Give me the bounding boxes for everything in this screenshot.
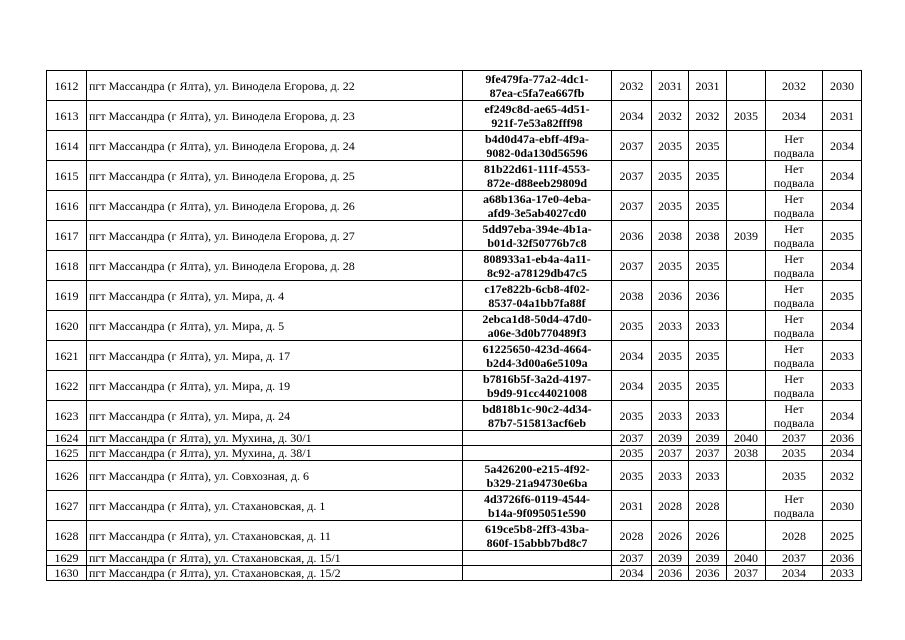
basement-year-line: Нет	[784, 131, 804, 146]
basement-year-line: Нет	[784, 161, 804, 176]
basement-year-cell	[766, 191, 823, 221]
year-cell	[727, 521, 766, 551]
row-number: 1627	[47, 491, 87, 521]
basement-year-cell	[766, 431, 823, 446]
guid-line: 619ce5b8-2ff3-43ba-	[485, 521, 589, 536]
basement-year-line: 2032	[782, 78, 806, 93]
row-number: 1629	[47, 551, 87, 566]
address-cell: пгт Массандра (г Ялта), ул. Мира, д. 19	[87, 371, 463, 401]
year-cell	[727, 71, 766, 101]
basement-year-line: 2037	[782, 430, 806, 445]
year-cell: 2035	[652, 161, 689, 191]
year-cell: 2033	[689, 401, 727, 431]
year-cell: 2035	[652, 131, 689, 161]
basement-year-line: подвала	[773, 355, 815, 370]
year-cell: 2035	[727, 101, 766, 131]
year-cell: 2030	[823, 491, 862, 521]
year-cell: 2036	[689, 566, 727, 581]
address-cell: пгт Массандра (г Ялта), ул. Мухина, д. 38/1	[87, 446, 463, 461]
year-cell: 2036	[823, 551, 862, 566]
address-cell: пгт Массандра (г Ялта), ул. Мира, д. 17	[87, 341, 463, 371]
year-cell: 2026	[652, 521, 689, 551]
year-cell: 2033	[823, 341, 862, 371]
address-cell: пгт Массандра (г Ялта), ул. Мира, д. 24	[87, 401, 463, 431]
basement-year-line: Нет	[784, 281, 804, 296]
address-cell: пгт Массандра (г Ялта), ул. Винодела Егорова, д. 23	[87, 101, 463, 131]
guid-line: 87ea-c5fa7ea667fb	[489, 85, 585, 100]
basement-year-line: подвала	[773, 235, 815, 250]
row-number: 1616	[47, 191, 87, 221]
guid-cell	[463, 551, 612, 566]
table-row	[47, 491, 862, 521]
table-row	[47, 281, 862, 311]
row-number: 1626	[47, 461, 87, 491]
year-cell: 2034	[612, 566, 652, 581]
guid-line: 860f-15abbb7bd8c7	[486, 535, 588, 550]
guid-line: b2d4-3d00a6e5109a	[486, 355, 588, 370]
year-cell: 2035	[652, 191, 689, 221]
row-number: 1619	[47, 281, 87, 311]
year-cell: 2033	[652, 311, 689, 341]
year-cell: 2037	[652, 446, 689, 461]
year-cell: 2033	[652, 461, 689, 491]
guid-cell	[463, 491, 612, 521]
basement-year-cell	[766, 401, 823, 431]
year-cell	[727, 191, 766, 221]
row-number: 1623	[47, 401, 87, 431]
year-cell: 2040	[727, 431, 766, 446]
table-row	[47, 551, 862, 566]
guid-cell	[463, 341, 612, 371]
year-cell: 2035	[689, 251, 727, 281]
table-row	[47, 191, 862, 221]
guid-line: 808933a1-eb4a-4a11-	[483, 251, 591, 266]
row-number: 1620	[47, 311, 87, 341]
guid-line: 8537-04a1bb7fa88f	[488, 295, 586, 310]
guid-line: b01d-32f50776b7c8	[487, 235, 587, 250]
guid-cell	[463, 251, 612, 281]
table-row	[47, 431, 862, 446]
year-cell: 2036	[652, 281, 689, 311]
row-number: 1613	[47, 101, 87, 131]
year-cell: 2031	[612, 491, 652, 521]
year-cell: 2034	[823, 401, 862, 431]
guid-cell	[463, 461, 612, 491]
guid-cell	[463, 371, 612, 401]
table-body	[47, 71, 862, 581]
guid-line: 9fe479fa-77a2-4dc1-	[485, 71, 589, 86]
year-cell: 2039	[689, 551, 727, 566]
year-cell: 2037	[612, 251, 652, 281]
guid-cell	[463, 101, 612, 131]
year-cell: 2032	[689, 101, 727, 131]
guid-line: b329-21a94730e6ba	[486, 475, 588, 490]
year-cell: 2035	[689, 131, 727, 161]
year-cell: 2025	[823, 521, 862, 551]
basement-year-line: подвала	[773, 415, 815, 430]
basement-year-cell	[766, 221, 823, 251]
basement-year-line: 2035	[782, 468, 806, 483]
year-cell: 2040	[727, 551, 766, 566]
basement-year-line: подвала	[773, 145, 815, 160]
year-cell	[727, 131, 766, 161]
year-cell: 2033	[689, 461, 727, 491]
year-cell: 2035	[652, 251, 689, 281]
basement-year-cell	[766, 371, 823, 401]
basement-year-line: 2034	[782, 565, 806, 580]
basement-year-cell	[766, 251, 823, 281]
year-cell: 2031	[652, 71, 689, 101]
year-cell: 2034	[823, 311, 862, 341]
table-row	[47, 566, 862, 581]
row-number: 1614	[47, 131, 87, 161]
table-row	[47, 311, 862, 341]
basement-year-line: подвала	[773, 175, 815, 190]
row-number: 1630	[47, 566, 87, 581]
guid-line: 5dd97eba-394e-4b1a-	[482, 221, 592, 236]
year-cell: 2035	[689, 161, 727, 191]
row-number: 1617	[47, 221, 87, 251]
address-cell: пгт Массандра (г Ялта), ул. Мухина, д. 30/1	[87, 431, 463, 446]
address-cell: пгт Массандра (г Ялта), ул. Винодела Егорова, д. 28	[87, 251, 463, 281]
year-cell: 2035	[689, 341, 727, 371]
guid-line: 921f-7e53a82fff98	[491, 115, 583, 130]
year-cell	[727, 251, 766, 281]
address-cell: пгт Массандра (г Ялта), ул. Совхозная, д. 6	[87, 461, 463, 491]
basement-year-cell	[766, 341, 823, 371]
address-cell: пгт Массандра (г Ялта), ул. Винодела Егорова, д. 25	[87, 161, 463, 191]
guid-cell	[463, 281, 612, 311]
table-row	[47, 131, 862, 161]
basement-year-cell	[766, 71, 823, 101]
row-number: 1612	[47, 71, 87, 101]
year-cell: 2035	[823, 281, 862, 311]
basement-year-cell	[766, 281, 823, 311]
year-cell	[727, 311, 766, 341]
row-number: 1625	[47, 446, 87, 461]
guid-cell	[463, 566, 612, 581]
row-number: 1622	[47, 371, 87, 401]
year-cell: 2036	[612, 221, 652, 251]
year-cell: 2037	[612, 161, 652, 191]
basement-year-cell	[766, 551, 823, 566]
year-cell: 2035	[612, 401, 652, 431]
guid-cell	[463, 446, 612, 461]
basement-year-line: Нет	[784, 251, 804, 266]
year-cell: 2036	[823, 431, 862, 446]
guid-line: 4d3726f6-0119-4544-	[484, 491, 590, 506]
table-row	[47, 341, 862, 371]
basement-year-cell	[766, 521, 823, 551]
year-cell	[727, 401, 766, 431]
guid-line: afd9-3e5ab4027cd0	[487, 205, 587, 220]
year-cell: 2035	[689, 371, 727, 401]
row-number: 1621	[47, 341, 87, 371]
address-cell: пгт Массандра (г Ялта), ул. Винодела Егорова, д. 26	[87, 191, 463, 221]
basement-year-cell	[766, 161, 823, 191]
basement-year-line: подвала	[773, 505, 815, 520]
basement-year-line: Нет	[784, 191, 804, 206]
year-cell: 2035	[689, 191, 727, 221]
basement-year-cell	[766, 461, 823, 491]
year-cell: 2038	[652, 221, 689, 251]
year-cell	[727, 161, 766, 191]
guid-cell	[463, 401, 612, 431]
row-number: 1624	[47, 431, 87, 446]
guid-line: 872e-d88eeb29809d	[487, 175, 587, 190]
address-cell: пгт Массандра (г Ялта), ул. Винодела Егорова, д. 24	[87, 131, 463, 161]
basement-year-line: 2035	[782, 445, 806, 460]
guid-line: 2ebca1d8-50d4-47d0-	[482, 311, 592, 326]
guid-line: bd818b1c-90c2-4d34-	[482, 401, 592, 416]
year-cell: 2034	[823, 131, 862, 161]
row-number: 1628	[47, 521, 87, 551]
basement-year-line: Нет	[784, 371, 804, 386]
guid-cell	[463, 221, 612, 251]
year-cell: 2032	[652, 101, 689, 131]
year-cell: 2035	[612, 311, 652, 341]
address-cell: пгт Массандра (г Ялта), ул. Стахановская, д. 15/1	[87, 551, 463, 566]
year-cell: 2028	[612, 521, 652, 551]
basement-year-line: Нет	[784, 341, 804, 356]
year-cell: 2030	[823, 71, 862, 101]
year-cell: 2035	[823, 221, 862, 251]
guid-line: ef249c8d-ae65-4d51-	[484, 101, 590, 116]
year-cell: 2026	[689, 521, 727, 551]
guid-line: b9d9-91cc44021008	[487, 385, 587, 400]
guid-line: b14a-9f095051e590	[488, 505, 586, 520]
year-cell: 2033	[652, 401, 689, 431]
table-row	[47, 461, 862, 491]
year-cell: 2031	[823, 101, 862, 131]
guid-line: 61225650-423d-4664-	[482, 341, 592, 356]
year-cell: 2033	[823, 371, 862, 401]
address-cell: пгт Массандра (г Ялта), ул. Стахановская, д. 11	[87, 521, 463, 551]
year-cell: 2035	[612, 446, 652, 461]
basement-year-line: подвала	[773, 325, 815, 340]
basement-year-line: Нет	[784, 401, 804, 416]
year-cell: 2034	[823, 251, 862, 281]
year-cell: 2034	[612, 341, 652, 371]
guid-cell	[463, 131, 612, 161]
basement-year-line: 2037	[782, 550, 806, 565]
table-row	[47, 446, 862, 461]
row-number: 1615	[47, 161, 87, 191]
basement-year-cell	[766, 446, 823, 461]
year-cell: 2034	[823, 446, 862, 461]
year-cell: 2033	[823, 566, 862, 581]
basement-year-line: подвала	[773, 295, 815, 310]
address-cell: пгт Массандра (г Ялта), ул. Мира, д. 5	[87, 311, 463, 341]
basement-year-line: подвала	[773, 265, 815, 280]
housing-register-table	[46, 70, 862, 581]
year-cell: 2028	[652, 491, 689, 521]
basement-year-cell	[766, 131, 823, 161]
guid-cell	[463, 311, 612, 341]
table-row	[47, 401, 862, 431]
guid-cell	[463, 431, 612, 446]
basement-year-cell	[766, 566, 823, 581]
table-row	[47, 221, 862, 251]
guid-cell	[463, 191, 612, 221]
year-cell: 2037	[689, 446, 727, 461]
basement-year-line: Нет	[784, 311, 804, 326]
year-cell: 2035	[652, 341, 689, 371]
year-cell: 2033	[689, 311, 727, 341]
table-row	[47, 101, 862, 131]
basement-year-line: Нет	[784, 491, 804, 506]
guid-cell	[463, 521, 612, 551]
guid-line: 8c92-a78129db47c5	[487, 265, 587, 280]
year-cell: 2037	[727, 566, 766, 581]
year-cell: 2034	[823, 191, 862, 221]
year-cell	[727, 341, 766, 371]
address-cell: пгт Массандра (г Ялта), ул. Мира, д. 4	[87, 281, 463, 311]
year-cell	[727, 461, 766, 491]
year-cell: 2036	[689, 281, 727, 311]
table-row	[47, 371, 862, 401]
year-cell: 2034	[823, 161, 862, 191]
year-cell: 2039	[652, 551, 689, 566]
year-cell: 2038	[727, 446, 766, 461]
year-cell	[727, 371, 766, 401]
basement-year-line: Нет	[784, 221, 804, 236]
year-cell: 2035	[652, 371, 689, 401]
guid-line: a68b136a-17e0-4eba-	[483, 191, 591, 206]
year-cell: 2038	[612, 281, 652, 311]
year-cell: 2039	[689, 431, 727, 446]
guid-line: 87b7-515813acf6eb	[488, 415, 586, 430]
basement-year-line: подвала	[773, 205, 815, 220]
basement-year-line: подвала	[773, 385, 815, 400]
year-cell: 2037	[612, 191, 652, 221]
address-cell: пгт Массандра (г Ялта), ул. Стахановская, д. 1	[87, 491, 463, 521]
year-cell	[727, 281, 766, 311]
table-row	[47, 251, 862, 281]
year-cell	[727, 491, 766, 521]
year-cell: 2037	[612, 131, 652, 161]
guid-line: 81b22d61-111f-4553-	[483, 161, 590, 176]
year-cell: 2039	[727, 221, 766, 251]
year-cell: 2028	[689, 491, 727, 521]
year-cell: 2039	[652, 431, 689, 446]
address-cell: пгт Массандра (г Ялта), ул. Винодела Егорова, д. 22	[87, 71, 463, 101]
guid-line: 5a426200-e215-4f92-	[484, 461, 590, 476]
year-cell: 2037	[612, 551, 652, 566]
table-row	[47, 71, 862, 101]
year-cell: 2034	[612, 101, 652, 131]
guid-line: b4d0d47a-ebff-4f9a-	[485, 131, 589, 146]
address-cell: пгт Массандра (г Ялта), ул. Стахановская, д. 15/2	[87, 566, 463, 581]
year-cell: 2037	[612, 431, 652, 446]
year-cell: 2035	[612, 461, 652, 491]
year-cell: 2032	[823, 461, 862, 491]
basement-year-line: 2028	[782, 528, 806, 543]
basement-year-cell	[766, 491, 823, 521]
row-number: 1618	[47, 251, 87, 281]
basement-year-line: 2034	[782, 108, 806, 123]
basement-year-cell	[766, 311, 823, 341]
guid-cell	[463, 71, 612, 101]
address-cell: пгт Массандра (г Ялта), ул. Винодела Егорова, д. 27	[87, 221, 463, 251]
guid-line: 9082-0da130d56596	[486, 145, 588, 160]
year-cell: 2036	[652, 566, 689, 581]
basement-year-cell	[766, 101, 823, 131]
year-cell: 2038	[689, 221, 727, 251]
guid-line: a06e-3d0b770489f3	[487, 325, 587, 340]
year-cell: 2034	[612, 371, 652, 401]
table-row	[47, 521, 862, 551]
table-row	[47, 161, 862, 191]
guid-line: c17e822b-6cb8-4f02-	[484, 281, 590, 296]
guid-line: b7816b5f-3a2d-4197-	[482, 371, 591, 386]
guid-cell	[463, 161, 612, 191]
year-cell: 2032	[612, 71, 652, 101]
year-cell: 2031	[689, 71, 727, 101]
